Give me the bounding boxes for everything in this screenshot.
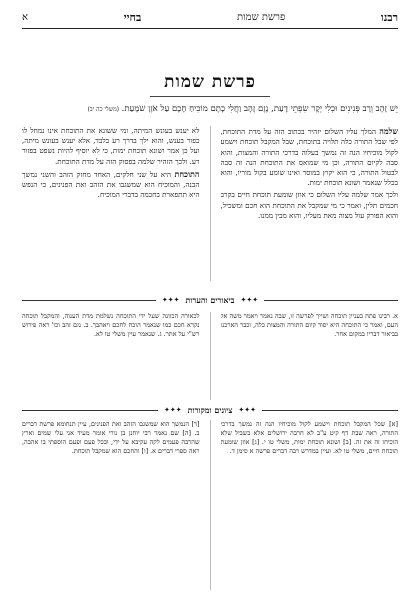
column-divider <box>210 312 211 400</box>
main-column-left <box>22 126 200 281</box>
verse-source: (משלי כה יב) <box>87 106 119 113</box>
ziyunim-column-left: [ד] הנמשך הוא שמשגבו הזהב ואת הפנינים, עיין תנחומא פרשת דברים ב. [ה] שם נאמר רבי יוחנן בן נורי אומר מעיד אני עלי שמים וארץ שהרבה פעמים לקה עקיבא על ידי, ובכל פעם ופעם הוספתי בו אהבה, ראה ספרי דברים א. [ו] והחכם הוא שמקבל תוכחת. <box>22 420 200 455</box>
main-text <box>22 126 398 281</box>
biur-separator <box>22 294 398 306</box>
biur-column-right: א. רבינו פתח בעניין תוכחה ושייך לפרשה זו, שבה נאמר ויאמר משה אל העם, ואמר כי התוכחה היא יסוד קיום התורה והמצות כלה, וכבר הארכנו בביאור דבריו במקום אחר. <box>220 312 398 338</box>
paragraph <box>22 169 200 201</box>
biur-column-left: לכאורה הכוונה שעל ידי התוכחה נשלמת מדת הענוה, והמקבל תוכחה נקרא חכם כמו שנאמר הוכח לחכם ויאהבך. ב. נזם זהב וכו' ראה פירוש רש"י על אתר. ג. שנאמר עיין משלי טו לא. <box>22 312 200 338</box>
column-divider <box>210 420 211 590</box>
lead-word: התוכחת <box>174 168 200 179</box>
ziyunim-label: ציונים ומקורות <box>187 405 233 415</box>
header-parasha: פרשת שמות <box>237 11 286 23</box>
page-number: א <box>22 11 29 23</box>
biur-label: ביאורים והערות <box>185 295 235 305</box>
running-title: רבנו <box>380 10 398 24</box>
title-divider <box>150 96 270 97</box>
paragraph <box>22 126 200 167</box>
paragraph <box>221 190 399 221</box>
paragraph-text: היא על שני חלקים, האחד מחזק הזהב והשני נמשך הבנה, והמוכיח הוא שמשגבו את הזהב ואת הפנינים, כי הנפש היא תתפארת בחכמה בדברי המוכיח. <box>22 169 200 200</box>
ziyunim-notes <box>22 420 398 590</box>
paragraph <box>221 126 399 188</box>
ziyunim-separator <box>22 404 398 416</box>
paragraph-text: לא יענש בעונש המיתה, ומי ששונא את התוכחת אינו נמחל לו כפור בענש, והוא ילך בדרך רע בלבד, אלא יענש בעונש מיתה, ועל כן אמר ושונא תוכחת ימות, כי לא יוסיף להיות נשפט בפזור רע. ולכך הזהיר שלמה בפסוק הזה על מדת התוכחת. <box>22 126 200 166</box>
ziyunim-column-right: [א] שכל המקבל תוכחת וישמע לקול מוכיחיו הנה זה נמשך בדרכי התורה, ראה שבת דף קיט ע"ב לא חרבה ירושלים אלא בשביל שלא הוכיחו זה את זה. [ב] ושונא תוכחת ימות, משלי טו י. [ג] אוזן שומעת תוכחת חיים, משלי טו לא. ועיין במדרש רבה דברים פרשה א סימן ד. <box>220 420 398 455</box>
header-book: בחיי <box>123 10 142 24</box>
opening-verse <box>22 104 398 115</box>
ornament-icon: ✦✦✦ <box>238 406 256 414</box>
section-title: פרשת שמות <box>164 72 256 92</box>
running-header <box>22 8 398 29</box>
column-divider <box>210 126 211 281</box>
ornament-icon: ✦✦✦ <box>161 296 180 304</box>
ornament-icon: ✦✦✦ <box>240 296 259 304</box>
paragraph-text: המלך עליו השלום יזהיר בכתוב הזה על מדת התוכחת, לפי שבל התורה כלה תלויה בתוכחת, שבל המקבל תוכחת וישמע לקול מוכיחיו הנה זה נמשך בעלוה בדרכי התורה והמצות, והוא סבה לקיום התורה, וכן מי שמואס את התוכחת הנה זה סבה לבטול התורה, כי הוא יקוץ במוסר ואינו שומע בקול מוריו, והוא בכלל שנאמר ושונא תוכחת ימות. <box>220 127 398 188</box>
verse-text: יֵשׁ זָהָב וְרָב פְּנִינִים וּכְלִי יְקָר שִׂפְתֵי דָעַת, נֶזֶם זָהָב וַחֲלִי כָתֶם מוֹכִיחַ חָכָם עַל אֹזֶן שֹׁמָעַת. <box>121 104 398 114</box>
lead-word: שלמה <box>379 126 398 136</box>
biur-notes <box>22 312 398 400</box>
main-column-right <box>221 126 399 281</box>
paragraph-text: ולכך אמר שלמה עליו השלום כי אוזן שומעת תוכחת חיים בקרב חכמים תלין, ואמר כי מי שמקבל את התוכחת הוא חכם ומשכיל, והוא הפורק עול מצוה מאת מעליו, והוא מבין ממנו. <box>220 190 398 220</box>
ornament-icon: ✦✦✦ <box>163 406 182 414</box>
